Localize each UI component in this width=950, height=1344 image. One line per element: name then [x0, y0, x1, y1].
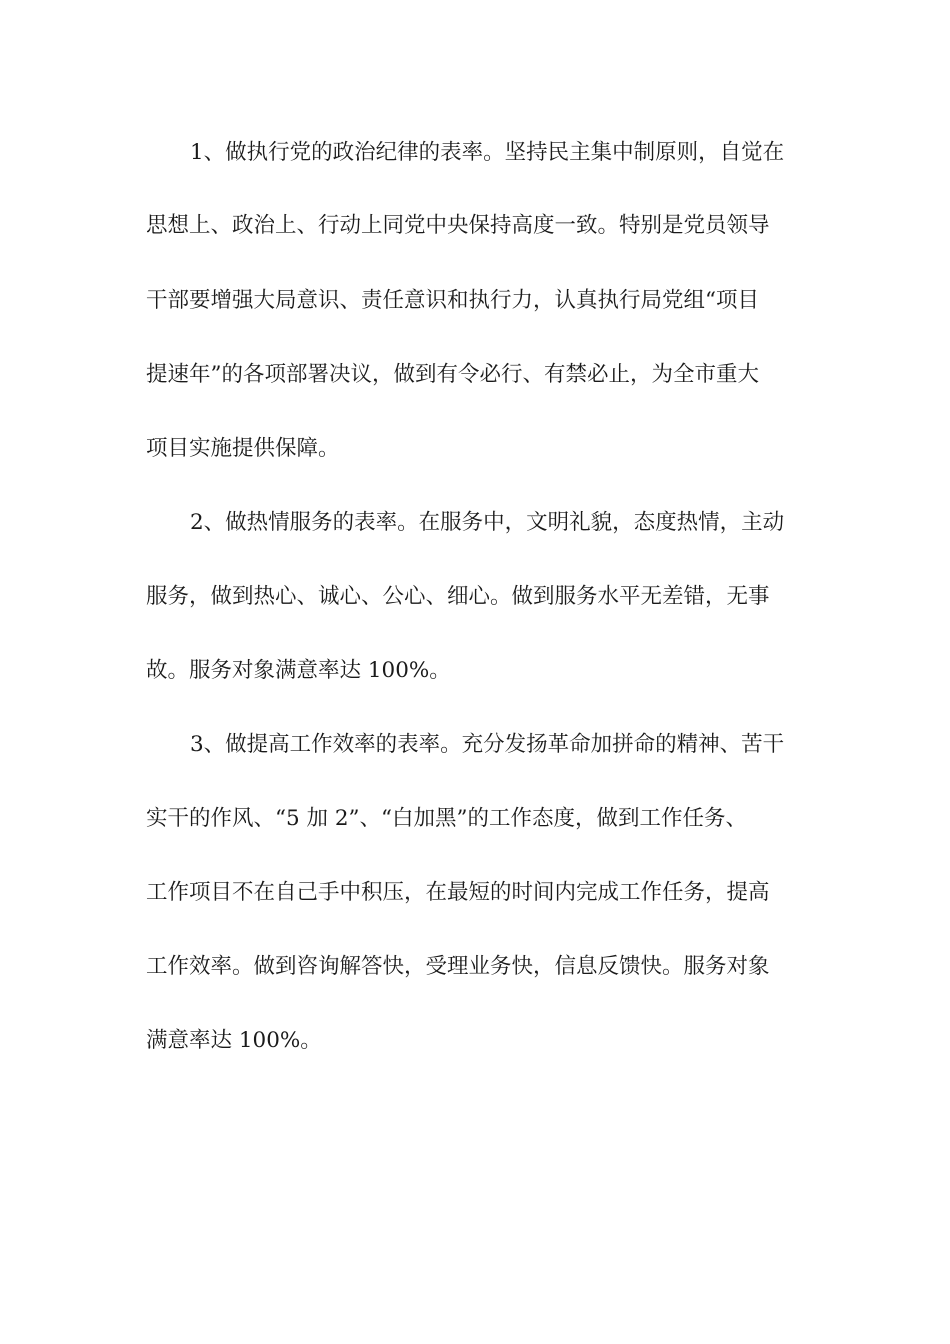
paragraph-2-line-1: 2、做热情服务的表率。在服务中，文明礼貌，态度热情，主动 [190, 510, 785, 535]
paragraph-3-line-5: 满意率达 100%。 [146, 1028, 322, 1053]
paragraph-3-line-3: 工作项目不在自己手中积压，在最短的时间内完成工作任务，提高 [146, 880, 770, 905]
paragraph-3-line-2: 实干的作风、“5 加 2”、“白加黑”的工作态度，做到工作任务、 [146, 806, 747, 831]
paragraph-1-line-4: 提速年”的各项部署决议，做到有令必行、有禁必止，为全市重大 [146, 362, 759, 387]
paragraph-1-line-3: 干部要增强大局意识、责任意识和执行力，认真执行局党组“项目 [146, 288, 759, 313]
paragraph-1-line-1: 1、做执行党的政治纪律的表率。坚持民主集中制原则，自觉在 [190, 140, 785, 165]
paragraph-1-line-2: 思想上、政治上、行动上同党中央保持高度一致。特别是党员领导 [146, 213, 770, 238]
paragraph-1-line-5: 项目实施提供保障。 [146, 436, 340, 461]
paragraph-3-line-4: 工作效率。做到咨询解答快，受理业务快，信息反馈快。服务对象 [146, 954, 770, 979]
paragraph-3-line-1: 3、做提高工作效率的表率。充分发扬革命加拼命的精神、苦干 [190, 732, 785, 757]
paragraph-2-line-3: 故。服务对象满意率达 100%。 [146, 658, 451, 683]
paragraph-2-line-2: 服务，做到热心、诚心、公心、细心。做到服务水平无差错，无事 [146, 584, 770, 609]
